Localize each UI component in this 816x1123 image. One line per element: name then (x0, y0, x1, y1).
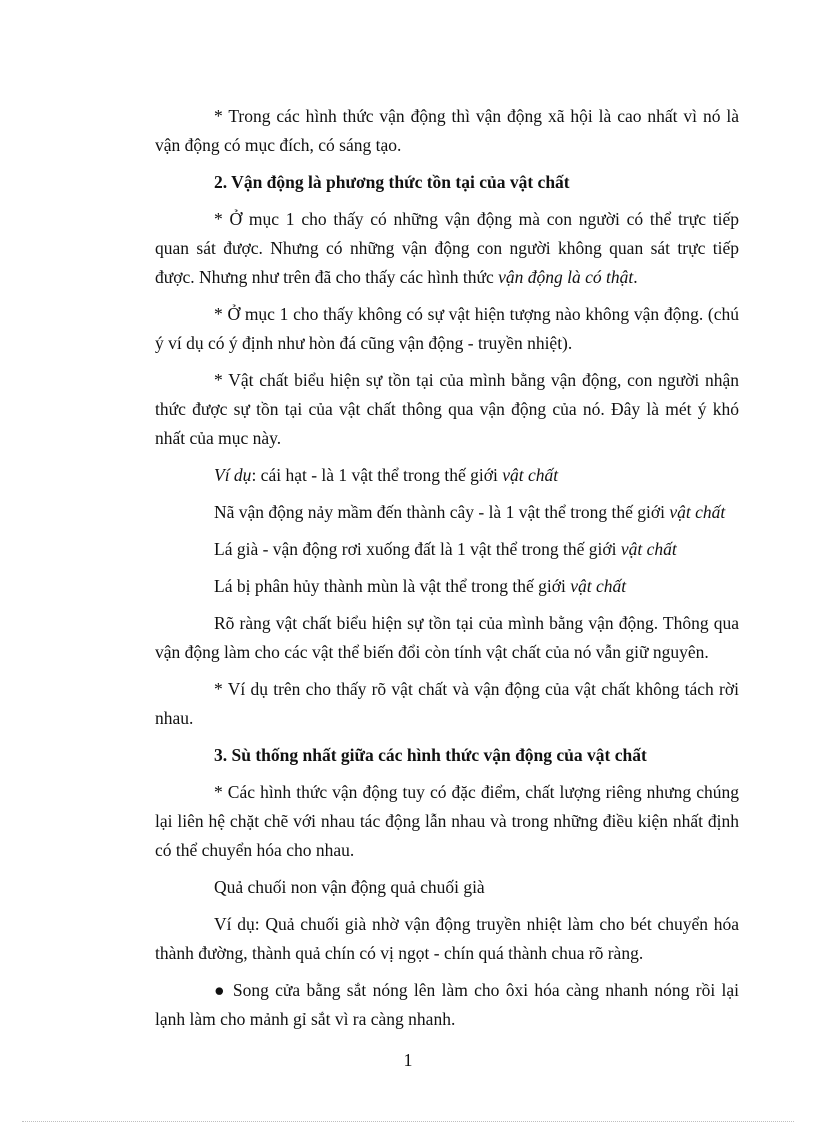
paragraph (155, 205, 739, 292)
text-run: Lá bị phân hủy thành mùn là vật thể trong thế giới (214, 576, 571, 596)
section-heading-3: 3. Sù thống nhất giữa các hình thức vận động của vật chất (214, 745, 647, 765)
page-number: 1 (403, 1050, 413, 1070)
example-line (155, 572, 739, 601)
paragraph: * Trong các hình thức vận động thì vận động xã hội là cao nhất vì nó là vận động có mục đích, có sáng tạo. (155, 106, 739, 155)
italic-text: vật chất (620, 539, 677, 559)
italic-text: Ví dụ (214, 465, 252, 485)
paragraph: Rõ ràng vật chất biểu hiện sự tồn tại của mình bằng vận động. Thông qua vận động làm cho các vật thể biến đổi còn tính vật chất của nó vẫn giữ nguyên. (155, 613, 739, 662)
paragraph: * Ví dụ trên cho thấy rõ vật chất và vận động của vật chất không tách rời nhau. (155, 679, 739, 728)
example-line (155, 461, 739, 490)
text-run: Lá già - vận động rơi xuống đất là 1 vật thể trong thế giới (214, 539, 621, 559)
italic-text: vật chất (502, 465, 559, 485)
document-body (155, 102, 739, 1042)
paragraph: ● Song cửa bằng sắt nóng lên làm cho ôxi hóa càng nhanh nóng rồi lại lạnh làm cho mảnh gỉ sắt vì ra càng nhanh. (155, 980, 739, 1029)
paragraph: Ví dụ: Quả chuối già nhờ vận động truyền nhiệt làm cho bét chuyển hóa thành đường, thành quả chín có vị ngọt - chín quá thành chua rõ ràng. (155, 914, 739, 963)
text-run: : cái hạt - là 1 vật thể trong thế giới (251, 465, 503, 485)
section-heading-2: 2. Vận động là phương thức tồn tại của vật chất (214, 172, 570, 192)
paragraph: * Ở mục 1 cho thấy không có sự vật hiện tượng nào không vận động. (chú ý ví dụ có ý định như hòn đá cũng vận động - truyền nhiệt). (155, 304, 739, 353)
italic-text: vật chất (669, 502, 726, 522)
page-bottom-divider (22, 1121, 794, 1122)
text-run: Nã vận động nảy mầm đến thành cây - là 1 vật thể trong thế giới (214, 502, 670, 522)
text-run: * Ở mục 1 cho thấy có những vận động mà con người có thể trực tiếp quan sát được. Nhưng có những vận động con người không quan sát trực tiếp được. Nhưng như trên đã cho thấy các hình thức (155, 209, 739, 287)
italic-text: vận động là có thật (498, 267, 634, 287)
text-run: . (633, 267, 638, 287)
paragraph: * Vật chất biểu hiện sự tồn tại của mình bằng vận động, con người nhận thức được sự tồn tại của vật chất thông qua vận động của nó. Đây là mét ý khó nhất của mục này. (155, 370, 739, 448)
paragraph: Quả chuối non vận động quả chuối già (214, 877, 485, 897)
italic-text: vật chất (570, 576, 627, 596)
example-line (155, 498, 739, 527)
example-line (155, 535, 739, 564)
paragraph: * Các hình thức vận động tuy có đặc điểm, chất lượng riêng nhưng chúng lại liên hệ chặt chẽ với nhau tác động lẫn nhau và trong những điều kiện nhất định có thể chuyển hóa cho nhau. (155, 782, 739, 860)
